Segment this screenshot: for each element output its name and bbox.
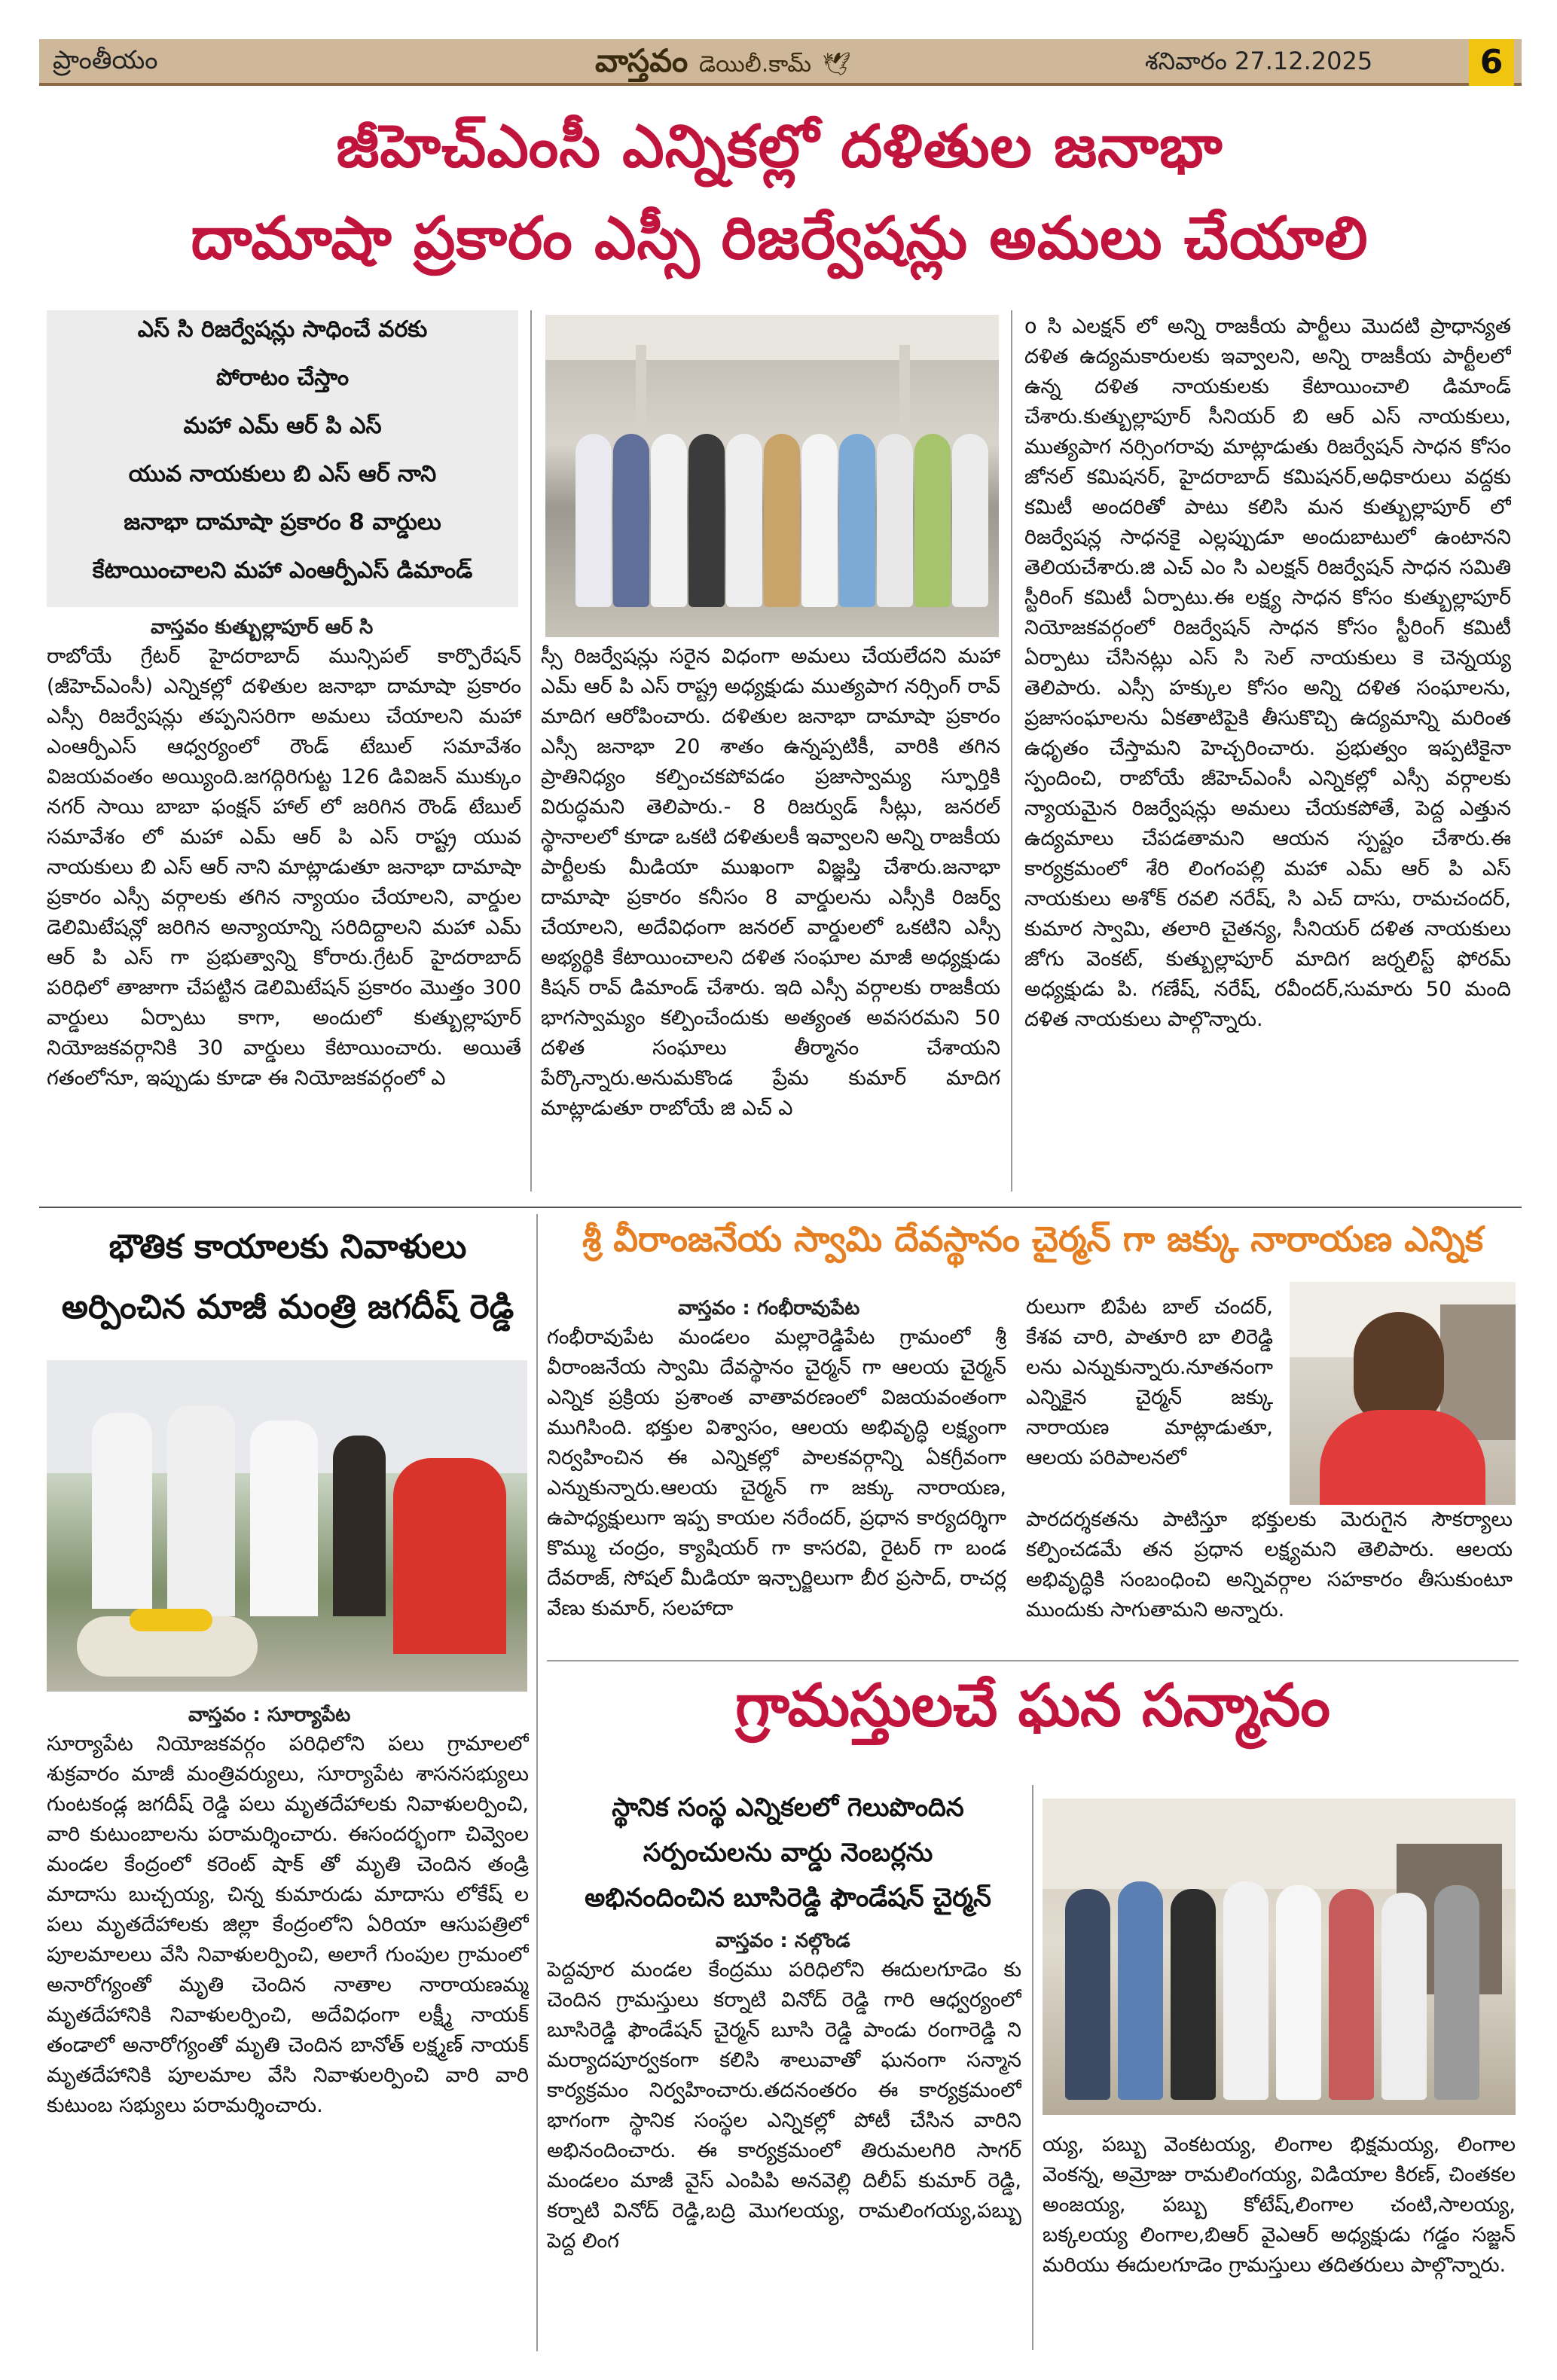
story2-title-line2: అర్పించిన మాజీ మంత్రి జగదీష్ రెడ్డి	[61, 1288, 514, 1326]
lead-group-photo	[545, 315, 999, 637]
story2-byline: వాస్తవం : సూర్యాపేట	[188, 1704, 351, 1726]
lead-headline-line2: దామాషా ప్రకారం ఎస్సీ రిజర్వేషన్లు అమలు చేయాలి	[191, 205, 1369, 273]
column-divider	[536, 1214, 538, 2351]
story3-body-column-1: గంభీరావుపేట మండలం మల్లారెడ్డిపేట గ్రామంలో శ్రీ వీరాంజనేయ స్వామి దేవస్థానం చైర్మన్ గా ఆలయ చైర్మన్ ఎన్నిక ప్రక్రియ ప్రశాంత వాతావరణంలో విజయవంతంగా ముగిసింది. భక్తుల విశ్వాసం, ఆలయ అభివృద్ధి లక్ష్యంగా నిర్వహించిన ఈ ఎన్నికల్లో పాలకవర్గాన్ని ఏకగ్రీవంగా ఎన్నుకున్నారు.ఆలయ చైర్మన్ గా జక్కు నారాయణ, ఉపాధ్యక్షులుగా ఇప్ప కాయల నరేందర్, ప్రధాన కార్యదర్శిగా కొమ్ము చంద్రం, క్యాషియర్ గా కాసరవి, రైటర్ గా బండ దేవరాజ్, సోషల్ మీడియా ఇన్చార్జిలుగా బీర ప్రసాద్, రాచర్ల వేణు కుమార్, సలహాదా	[547, 1326, 1006, 1620]
masthead-suffix: డెయిలీ.కామ్	[698, 51, 811, 78]
section-label: ప్రాంతీయం	[53, 45, 158, 75]
page-number: 6	[1469, 39, 1514, 86]
lead-headline-line1: జీహెచ్ఎంసీ ఎన్నికల్లో దళితుల జనాభా	[336, 113, 1223, 181]
lead-body-column-3: o సి ఎలక్షన్ లో అన్ని రాజకీయ పార్టీలు మొదటి ప్రాధాన్యత దళిత ఉద్యమకారులకు ఇవ్వాలని, అన్ని రాజకీయ పార్టీలలో ఉన్న దళిత నాయకులకు కేటాయించాలి డిమాండ్ చేశారు.కుత్బుల్లాపూర్ సీనియర్ బి ఆర్ ఎస్ నాయకులు, ముత్యపాగ నర్సింగరావు మాట్లాడుతు రిజర్వేషన్ సాధన కోసం జోనల్ కమిషనర్, హైదరాబాద్ కమిషనర్,అధికారులు వద్దకు కమిటీ అందరితో పాటు కలిసి మన కుత్బుల్లాపూర్ లో రిజర్వేషన్ల సాధనకై ఎల్లప్పుడూ అందుబాటులో ఉంటానని తెలియచేశారు.జి ఎచ్ ఎం సి ఎలక్షన్ రిజర్వేషన్ సాధన సమితి స్టీరింగ్ కమిటీ ఏర్పాటు.ఈ లక్ష్య సాధన కోసం కుత్బుల్లాపూర్ నియోజకవర్గంలో రిజర్వేషన్ సాధన కోసం స్టీరింగ్ కమిటీ ఏర్పాటు చేసినట్లు ఎస్ సి సెల్ నాయకులు కె చెన్నయ్య తెలిపారు. ఎస్సీ హక్కుల కోసం అన్ని దళిత సంఘాలను, ప్రజాసంఘాలను ఏకతాటిపైకి తీసుకొచ్చి ఉద్యమాన్ని మరింత ఉధృతం చేస్తామని హెచ్చరించారు. ప్రభుత్వం ఇప్పటికైనా స్పందించి, రాబోయే జీహెచ్ఎంసీ ఎన్నికల్లో ఎస్సీ వర్గాలకు న్యాయమైన రిజర్వేషన్లు అమలు చేయకపోతే, పెద్ద ఎత్తున ఉద్యమాలు చేపడతామని ఆయన స్పష్టం చేశారు.ఈ కార్యక్రమంలో శేరి లింగంపల్లి మహా ఎమ్ ఆర్ పి ఎస్ నాయకులు అశోక్ రవలి నరేష్, సి ఎచ్ దాసు, రామచందర్, కుమార స్వామి, తలారి చైతన్య, సీనియర్ దళిత నాయకులు జోగు వెంకట్, కుత్బుల్లాపూర్ మాదిగ జర్నలిస్ట్ ఫోరమ్ అధ్యక్షుడు పి. గణేష్, నరేష్, రవీందర్,సుమారు 50 మంది దళిత నాయకులు పాల్గొన్నారు.	[1024, 315, 1511, 1031]
lead-sidebar-line: పోరాటం చేస్తాం	[215, 365, 350, 391]
masthead	[595, 42, 851, 87]
story3-title: శ్రీ వీరాంజనేయ స్వామి దేవస్థానం చైర్మన్ గా జక్కు నారాయణ ఎన్నిక	[582, 1219, 1483, 1259]
column-divider	[1011, 310, 1012, 1192]
lead-byline: వాస్తవం కుత్బుల్లాపూర్ ఆర్ సి	[151, 616, 374, 639]
issue-date: శనివారం 27.12.2025	[1145, 47, 1373, 75]
story4-subtitle-line: సర్పంచులను వార్డు నెంబర్లను	[643, 1838, 933, 1868]
story4-group-photo	[1043, 1799, 1516, 2115]
lead-sidebar-line: జనాభా దామాషా ప్రకారం 8 వార్డులు	[124, 509, 441, 536]
story2-photo	[47, 1360, 527, 1692]
story4-body-column-2: య్య, పబ్బు వెంకటయ్య, లింగాల భిక్షమయ్య, లింగాల వెంకన్న, అమ్రోజు రామలింగయ్య, విడియాల కిరణ్, చింతకల అంజయ్య, పబ్బు కోటేష్,లింగాల చంటి,సాలయ్య, బక్కలయ్య లింగాల,బిఆర్ వైఎఆర్ అధ్యక్షుడు గడ్డం సజ్జన్ మరియు ఈదులగూడెం గ్రామస్తులు తదితరులు పాల్గొన్నారు.	[1043, 2133, 1516, 2277]
masthead-title: వాస్తవం	[595, 42, 688, 79]
lead-sidebar-line: యువ నాయకులు బి ఎస్ ఆర్ నాని	[128, 461, 437, 487]
story4-subtitle-line: స్థానిక సంస్థ ఎన్నికలలో గెలుపొందిన	[612, 1793, 964, 1823]
story4-byline: వాస్తవం : నల్గొండ	[716, 1930, 850, 1952]
column-divider	[530, 310, 532, 1192]
lead-sidebar-line: ఎస్ సి రిజర్వేషన్లు సాధించే వరకు	[137, 316, 428, 343]
lead-body-column-2: స్సీ రిజర్వేషన్లు సరైన విధంగా అమలు చేయలేదని మహా ఎమ్ ఆర్ పి ఎస్ రాష్ట్ర అధ్యక్షుడు ముత్యపాగ నర్సింగ్ రావ్ మాదిగ ఆరోపించారు. దళితుల జనాభా దామాషా ప్రకారం ఎస్సీ జనాభా 20 శాతం ఉన్నప్పటికీ, వారికి తగిన ప్రాతినిధ్యం కల్పించకపోవడం ప్రజాస్వామ్య స్ఫూర్తికి విరుద్ధమని తెలిపారు.- 8 రిజర్వుడ్ సీట్లు, జనరల్ స్థానాలలో కూడా ఒకటి దళితులకీ ఇవ్వాలని అన్ని రాజకీయ పార్టీలకు మీడియా ముఖంగా విజ్ఞప్తి చేశారు.జనాభా దామాషా ప్రకారం కనీసం 8 వార్డులను ఎస్సీకి రిజర్వ్ చేయాలని, అదేవిధంగా జనరల్ వార్డులలో ఒకటిని ఎస్సీ అభ్యర్థికి కేటాయించాలని దళిత సంఘాల మాజీ అధ్యక్షుడు కిషన్ రావ్ డిమాండ్ చేశారు. ఇది ఎస్సీ వర్గాలకు రాజకీయ భాగస్వామ్యం కల్పించేందుకు అత్యంత అవసరమని 50 దళిత సంఘాలు తీర్మానం చేశాయని పేర్కొన్నారు.అనుమకొండ ప్రేమ కుమార్ మాదిగ మాట్లాడుతూ రాబోయే జి ఎచ్ ఎ	[541, 645, 1000, 1120]
story4-subtitle-line: అభినందించిన బూసిరెడ్డి ఫౌండేషన్ చైర్మన్	[585, 1883, 991, 1913]
lead-sidebar-line: కేటాయించాలని మహా ఎంఆర్పీఎస్ డిమాండ్	[92, 557, 473, 584]
story-divider	[547, 1660, 1519, 1661]
story2-body: సూర్యాపేట నియోజకవర్గం పరిధిలోని పలు గ్రామాలలో శుక్రవారం మాజీ మంత్రివర్యులు, సూర్యాపేట శాసనసభ్యులు గుంటకండ్ల జగదీష్ రెడ్డి పలు మృతదేహాలకు నివాళులర్పించి, వారి కుటుంబాలను పరామర్శించారు. ఈసందర్భంగా చివ్వెంల మండల కేంద్రంలో కరెంట్ షాక్ తో మృతి చెందిన తండ్రి మాదాసు బుచ్చయ్య, చిన్న కుమారుడు మాదాసు లోకేష్ ల పలు మృతదేహాలకు జిల్లా కేంద్రంలోని ఏరియా ఆసుపత్రిలో పూలమాలలు వేసి నివాళులర్పించి, అలాగే గుంపుల గ్రామంలో అనారోగ్యంతో మృతి చెందిన నాతాల నారాయణమ్మ మృతదేహానికి నివాళులర్పించి, అదేవిధంగా లక్ష్మీ నాయక్ తండాలో అనారోగ్యంతో మృతి చెందిన బానోత్ లక్ష్మణ్ నాయక్ మృతదేహానికి పూలమాల వేసి నివాళులర్పించి వారి వారి కుటుంబ సభ్యులు పరామర్శించారు.	[47, 1732, 529, 2117]
story4-body-column-1: పెద్దవూర మండల కేంద్రము పరిధిలోని ఈదులగూడెం కు చెందిన గ్రామస్తులు కర్నాటి వినోద్ రెడ్డి గారి ఆధ్వర్యంలో బూసిరెడ్డి ఫౌండేషన్ చైర్మన్ బూసి రెడ్డి పాండు రంగారెడ్డి ని మర్యాదపూర్వకంగా కలిసి శాలువాతో ఘనంగా సన్మాన కార్యక్రమం నిర్వహించారు.తదనంతరం ఈ కార్యక్రమంలో భాగంగా స్థానిక సంస్థల ఎన్నికల్లో పోటీ చేసిన వారిని అభినందించారు. ఈ కార్యక్రమంలో తిరుమలగిరి సాగర్ మండలం మాజీ వైస్ ఎంపిపి అనవెల్లి దిలీప్ కుమార్ రెడ్డి, కర్నాటి వినోద్ రెడ్డి,బద్రి మొగలయ్య, రామలింగయ్య,పబ్బు పెద్ద లింగ	[547, 1958, 1021, 2253]
story2-title-line1: భౌతిక కాయాలకు నివాళులు	[108, 1228, 467, 1266]
lead-body-column-1: రాబోయే గ్రేటర్ హైదరాబాద్ మున్సిపల్ కార్పొరేషన్ (జీహెచ్ఎంసీ) ఎన్నికల్లో దళితుల జనాభా దామాషా ప్రకారం ఎస్సీ రిజర్వేషన్లు తప్పనిసరిగా అమలు చేయాలని మహా ఎంఆర్పీఎస్ ఆధ్వర్యంలో రౌండ్ టేబుల్ సమావేశం విజయవంతం అయ్యింది.జగద్గిరిగుట్ట 126 డివిజన్ ముక్కుం నగర్ సాయి బాబా ఫంక్షన్ హాల్ లో జరిగిన రౌండ్ టేబుల్ సమావేశం లో మహా ఎమ్ ఆర్ పి ఎస్ రాష్ట్ర యువ నాయకులు బి ఎస్ ఆర్ నాని మాట్లాడుతూ జనాభా దామాషా ప్రకారం ఎస్సీ వర్గాలకు తగిన న్యాయం చేయాలని, వార్డుల డెలిమిటేషన్లో జరిగిన అన్యాయాన్ని సరిదిద్దాలని మహా ఎమ్ ఆర్ పి ఎస్ గా ప్రభుత్వాన్ని కోరారు.గ్రేటర్ హైదరాబాద్ పరిధిలో తాజాగా చేపట్టిన డెలిమిటేషన్ ప్రకారం మొత్తం 300 వార్డులు ఏర్పాటు కాగా, అందులో కుత్బుల్లాపూర్ నియోజకవర్గానికి 30 వార్డులు కేటాయించారు. అయితే గతంలోనూ, ఇప్పుడు కూడా ఈ నియోజకవర్గంలో ఎ	[47, 645, 521, 1090]
story3-body-column-2b: పారదర్శకతను పాటిస్తూ భక్తులకు మెరుగైన సౌకర్యాలు కల్పించడమే తన ప్రధాన లక్ష్యమని తెలిపారు. ఆలయ అభివృద్ధికి సంబంధించి అన్నివర్గాల సహకారం తీసుకుంటూ ముందుకు సాగుతామని అన్నారు.	[1026, 1508, 1513, 1622]
bird-logo-icon: 🕊	[822, 51, 851, 78]
section-divider	[39, 1207, 1522, 1208]
story3-portrait-photo	[1290, 1282, 1516, 1505]
column-divider	[1032, 1785, 1033, 2350]
story3-byline: వాస్తవం : గంభీరావుపేట	[678, 1297, 860, 1320]
story4-title: గ్రామస్తులచే ఘన సన్మానం	[735, 1672, 1330, 1740]
lead-sidebar-line: మహా ఎమ్ ఆర్ పి ఎస్	[183, 413, 382, 439]
story3-body-column-2a: రులుగా బిపేట బాల్ చందర్, కేశవ చారి, పాతూరి బా లిరెడ్డి లను ఎన్నుకున్నారు.నూతనంగా ఎన్నికైన చైర్మన్ జక్కు నారాయణ మాట్లాడుతూ, ఆలయ పరిపాలనలో	[1026, 1295, 1273, 1469]
